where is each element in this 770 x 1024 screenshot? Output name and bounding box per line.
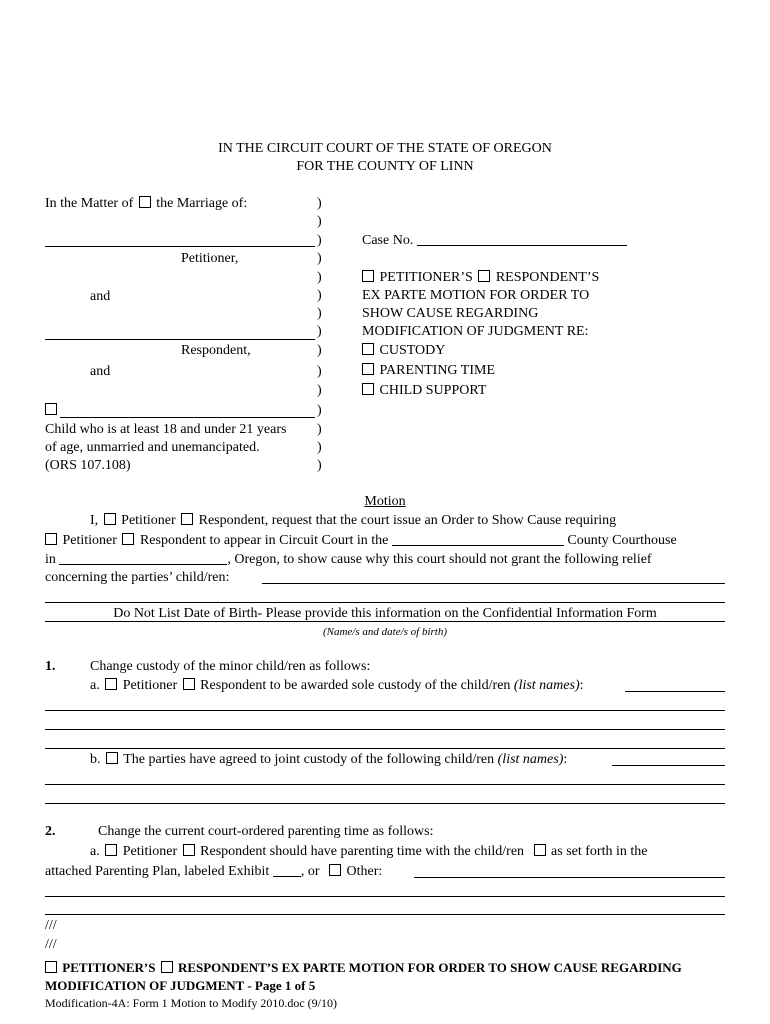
caption-paren: ) <box>317 440 322 455</box>
caption-paren: ) <box>317 288 322 303</box>
joint-custody-names-1[interactable] <box>612 765 725 766</box>
caption-paren: ) <box>317 458 322 473</box>
respondent-label: Respondent, <box>181 343 251 358</box>
footer-respondents-checkbox[interactable] <box>161 961 173 973</box>
section1-b: b. The parties have agreed to joint custody of the following child/ren (list names): <box>90 752 568 767</box>
section2-a-line1: a. Petitioner Respondent should have parenting time with the child/ren as set forth in the <box>90 844 648 859</box>
section1-a: a. Petitioner Respondent to be awarded sole custody of the child/ren (list names): <box>90 678 584 693</box>
petitioner-name-line[interactable] <box>45 246 315 247</box>
other-checkbox[interactable] <box>329 864 341 876</box>
custody-checkbox[interactable] <box>362 343 374 355</box>
joint-custody-names-3[interactable] <box>45 803 725 804</box>
caption-paren: ) <box>317 196 322 211</box>
section1-heading: Change custody of the minor child/ren as follows: <box>90 659 371 674</box>
motion-title-line3: SHOW CAUSE REGARDING <box>362 306 539 321</box>
other-field-1[interactable] <box>414 877 725 878</box>
child-desc-line1: Child who is at least 18 and under 21 years <box>45 422 287 437</box>
caption-paren: ) <box>317 364 322 379</box>
joint-custody-names-2[interactable] <box>45 784 725 785</box>
case-number-line: Case No. <box>362 233 627 249</box>
petitioners-checkbox[interactable] <box>362 270 374 282</box>
caption-paren: ) <box>317 270 322 285</box>
children-field-3[interactable] <box>45 621 725 622</box>
section1-number: 1. <box>45 659 56 674</box>
caption-paren: ) <box>317 251 322 266</box>
caption-paren: ) <box>317 422 322 437</box>
motion-line3: in , Oregon, to show cause why this court should not grant the following relief <box>45 552 652 567</box>
matter-line: In the Matter of the Marriage of: <box>45 196 248 211</box>
motion-title-line1: PETITIONER’S RESPONDENT’S <box>362 270 599 286</box>
section2-heading: Change the current court-ordered parenting time as follows: <box>98 824 434 839</box>
caption-paren: ) <box>317 233 322 248</box>
names-note: (Name/s and date/s of birth) <box>322 626 448 638</box>
appear-respondent-checkbox[interactable] <box>122 533 134 545</box>
child-checkbox-line <box>45 403 59 419</box>
petitioner-label: Petitioner, <box>181 251 239 266</box>
child-support-checkbox[interactable] <box>362 383 374 395</box>
court-title-line1: IN THE CIRCUIT COURT OF THE STATE OF OREGON <box>218 141 552 156</box>
continuation-mark-1: /// <box>45 918 57 933</box>
footer-title-line1: PETITIONER’S RESPONDENT’S EX PARTE MOTION FOR ORDER TO SHOW CAUSE REGARDING <box>45 960 682 976</box>
motion-petitioner-checkbox[interactable] <box>104 513 116 525</box>
section2-a-line2: attached Parenting Plan, labeled Exhibit , or Other: <box>45 864 383 879</box>
exhibit-field[interactable] <box>273 864 301 877</box>
child-name-line[interactable] <box>60 417 315 418</box>
sole-custody-names-4[interactable] <box>45 748 725 749</box>
motion-line1: I, Petitioner Respondent, request that the court issue an Order to Show Cause requiring <box>90 513 617 528</box>
motion-respondent-checkbox[interactable] <box>181 513 193 525</box>
caption-paren: ) <box>317 306 322 321</box>
section2-number: 2. <box>45 824 56 839</box>
joint-custody-checkbox[interactable] <box>106 752 118 764</box>
other-field-3[interactable] <box>45 914 725 915</box>
county-field[interactable] <box>392 533 564 546</box>
and-label-1: and <box>90 289 111 304</box>
other-field-2[interactable] <box>45 896 725 897</box>
child-desc-line2: of age, unmarried and unemancipated. <box>45 440 260 455</box>
custody-option: CUSTODY <box>362 343 445 359</box>
caption-paren: ) <box>317 324 322 339</box>
marriage-checkbox[interactable] <box>139 196 151 208</box>
caption-paren: ) <box>317 214 322 229</box>
motion-heading: Motion <box>364 494 406 509</box>
sole-custody-respondent-checkbox[interactable] <box>183 678 195 690</box>
parenting-time-checkbox[interactable] <box>362 363 374 375</box>
child-desc-line3: (ORS 107.108) <box>45 458 131 473</box>
caption-paren: ) <box>317 403 322 418</box>
sole-custody-names-2[interactable] <box>45 710 725 711</box>
continuation-mark-2: /// <box>45 937 57 952</box>
motion-line2: Petitioner Respondent to appear in Circuit Court in the County Courthouse <box>45 533 677 549</box>
footer-file-ref: Modification-4A: Form 1 Motion to Modify 2010.doc (9/10) <box>45 996 337 1010</box>
motion-title-line4: MODIFICATION OF JUDGMENT RE: <box>362 324 589 339</box>
caption-paren: ) <box>317 343 322 358</box>
motion-title-line2: EX PARTE MOTION FOR ORDER TO <box>362 288 590 303</box>
sole-custody-petitioner-checkbox[interactable] <box>105 678 117 690</box>
appear-petitioner-checkbox[interactable] <box>45 533 57 545</box>
footer-petitioners-checkbox[interactable] <box>45 961 57 973</box>
parenting-time-option: PARENTING TIME <box>362 363 495 379</box>
children-field-2[interactable] <box>45 602 725 603</box>
sole-custody-names-1[interactable] <box>625 691 725 692</box>
city-field[interactable] <box>59 552 227 565</box>
parenting-respondent-checkbox[interactable] <box>183 844 195 856</box>
court-title-line2: FOR THE COUNTY OF LINN <box>296 159 474 174</box>
respondent-name-line[interactable] <box>45 339 315 340</box>
caption-paren: ) <box>317 383 322 398</box>
footer-title-line2: MODIFICATION OF JUDGMENT - Page 1 of 5 <box>45 978 316 993</box>
child-support-option: CHILD SUPPORT <box>362 383 486 399</box>
motion-line4: concerning the parties’ child/ren: <box>45 570 230 585</box>
parenting-petitioner-checkbox[interactable] <box>105 844 117 856</box>
and-label-2: and <box>90 364 111 379</box>
dob-note: Do Not List Date of Birth- Please provide this information on the Confidential Information Form <box>113 606 657 621</box>
children-field-1[interactable] <box>262 583 725 584</box>
sole-custody-names-3[interactable] <box>45 729 725 730</box>
respondents-checkbox[interactable] <box>478 270 490 282</box>
parenting-plan-checkbox[interactable] <box>534 844 546 856</box>
case-number-field[interactable] <box>417 233 627 246</box>
child-checkbox[interactable] <box>45 403 57 415</box>
